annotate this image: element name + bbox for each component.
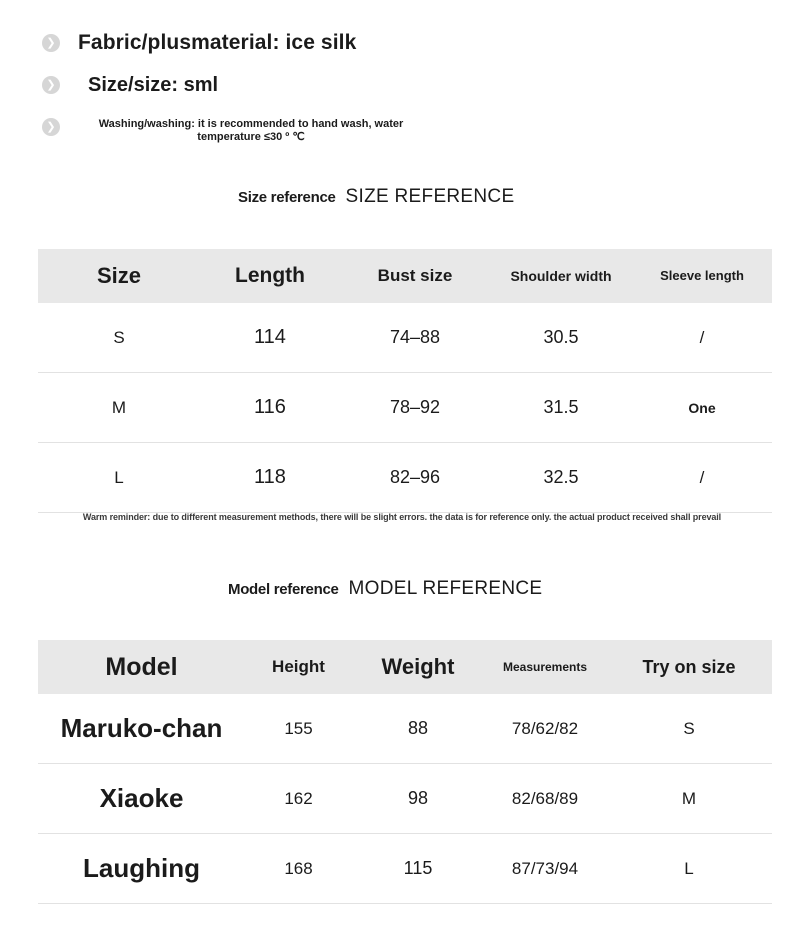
list-item xyxy=(0,30,800,56)
cell-bust: 74–88 xyxy=(340,303,490,373)
column-header-length: Length xyxy=(200,249,340,303)
cell-length: 116 xyxy=(200,373,340,443)
chevron-right-bullet-icon: ❯ xyxy=(42,118,60,136)
cell-model-name: Laughing xyxy=(38,834,245,904)
spec-bullet-list xyxy=(0,30,800,160)
cell-height: 162 xyxy=(245,764,352,834)
cell-model-name: Xiaoke xyxy=(38,764,245,834)
table-row xyxy=(38,303,772,373)
spec-size-text: Size/size: sml xyxy=(88,74,219,96)
cell-height: 168 xyxy=(245,834,352,904)
cell-try-on-size: S xyxy=(606,694,772,764)
table-row xyxy=(38,834,772,904)
cell-sleeve: One xyxy=(632,373,772,443)
cell-weight: 88 xyxy=(352,694,484,764)
size-reference-heading-cn: Size reference xyxy=(238,189,336,206)
model-reference-heading-en: MODEL REFERENCE xyxy=(348,578,543,599)
table-row xyxy=(38,694,772,764)
cell-shoulder: 31.5 xyxy=(490,373,632,443)
model-reference-heading xyxy=(228,578,542,600)
spec-fabric-text: Fabric/plusmaterial: ice silk xyxy=(78,31,357,54)
cell-shoulder: 32.5 xyxy=(490,443,632,513)
cell-size: S xyxy=(38,303,200,373)
column-header-shoulder-width: Shoulder width xyxy=(490,249,632,303)
table-row xyxy=(38,764,772,834)
spec-washing-text: Washing/washing: it is recommended to hand wash, water temperature ≤30 º ℃ xyxy=(98,118,404,143)
column-header-sleeve-length: Sleeve length xyxy=(632,249,772,303)
size-reference-heading-en: SIZE REFERENCE xyxy=(345,186,515,207)
cell-height: 155 xyxy=(245,694,352,764)
table-header-row xyxy=(38,640,772,694)
cell-measurements: 78/62/82 xyxy=(484,694,606,764)
cell-bust: 78–92 xyxy=(340,373,490,443)
table-header-row xyxy=(38,249,772,303)
cell-size: L xyxy=(38,443,200,513)
cell-size: M xyxy=(38,373,200,443)
chevron-right-bullet-icon: ❯ xyxy=(42,34,60,52)
model-reference-heading-cn: Model reference xyxy=(228,581,339,598)
table-row xyxy=(38,373,772,443)
chevron-right-bullet-icon: ❯ xyxy=(42,76,60,94)
cell-model-name: Maruko-chan xyxy=(38,694,245,764)
size-reference-table xyxy=(38,249,772,513)
column-header-weight: Weight xyxy=(352,640,484,694)
cell-weight: 115 xyxy=(352,834,484,904)
cell-length: 114 xyxy=(200,303,340,373)
column-header-try-on-size: Try on size xyxy=(606,640,772,694)
measurement-warning-text: Warm reminder: due to different measurement methods, there will be slight errors. the data is for reference only. the actual product received shall prevail xyxy=(82,512,722,522)
cell-measurements: 82/68/89 xyxy=(484,764,606,834)
column-header-bust-size: Bust size xyxy=(340,249,490,303)
column-header-height: Height xyxy=(245,640,352,694)
cell-try-on-size: M xyxy=(606,764,772,834)
cell-length: 118 xyxy=(200,443,340,513)
column-header-size: Size xyxy=(38,249,200,303)
cell-sleeve: / xyxy=(632,443,772,513)
column-header-measurements: Measurements xyxy=(484,640,606,694)
column-header-model: Model xyxy=(38,640,245,694)
model-reference-table xyxy=(38,640,772,904)
cell-bust: 82–96 xyxy=(340,443,490,513)
cell-try-on-size: L xyxy=(606,834,772,904)
cell-shoulder: 30.5 xyxy=(490,303,632,373)
list-item xyxy=(0,114,800,144)
size-reference-heading xyxy=(238,186,514,208)
list-item xyxy=(0,72,800,98)
table-row xyxy=(38,443,772,513)
cell-sleeve: / xyxy=(632,303,772,373)
cell-measurements: 87/73/94 xyxy=(484,834,606,904)
cell-weight: 98 xyxy=(352,764,484,834)
